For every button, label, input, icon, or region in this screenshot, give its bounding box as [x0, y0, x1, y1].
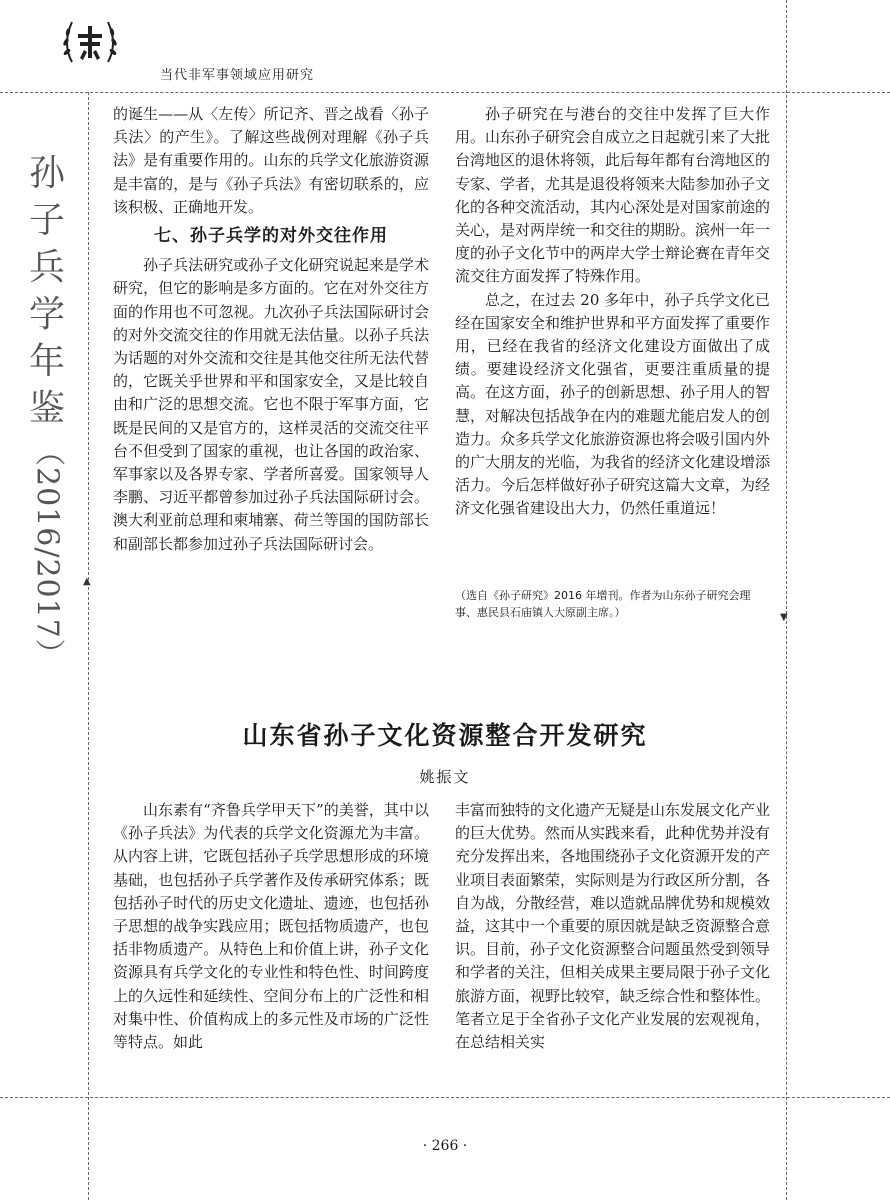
side-title-char: 学	[28, 294, 65, 335]
side-title-char: 兵	[28, 247, 65, 288]
source-note: （选自《孙子研究》2016 年增刊。作者为山东孙子研究会理事、惠民县石庙镇人大原副主席。）	[455, 589, 751, 619]
side-title-char: 鉴	[28, 388, 65, 429]
section-heading: 七、孙子兵学的对外交往作用	[154, 226, 388, 247]
laurel-emblem-icon	[58, 12, 122, 72]
side-title-char: 孙	[28, 153, 65, 194]
left-margin-rule	[88, 92, 89, 1200]
article-left-column	[113, 799, 429, 1054]
paragraph: 总之，在过去 20 多年中，孙子兵学文化已经在国家安全和维护世界和平方面发挥了重要作用，已经在我省的经济文化建设方面做出了成绩。要建设经济文化强省，更要注重质量的提高。在这方面，孙子的创新思想、孙子用人的智慧，对解决包括战争在内的难题尤能启发人的创造力。众多兵学文化旅游资源也将会吸引国内外的广大朋友的光临，为我省的经济文化建设增添活力。今后怎样做好孙子研究这篇大文章，为经济文化强省建设出大力，仍然任重道远！	[455, 290, 771, 518]
arrow-down-icon: ▼	[780, 612, 788, 623]
paragraph: 孙子研究在与港台的交往中发挥了巨大作用。山东孙子研究会自成立之日起就引来了大批台湾地区的退休将领，此后每年都有台湾地区的专家、学者，尤其是退役将领来大陆参加孙子文化的各种交流活动，其内心深处是对国家前途的关心，是对两岸统一和交往的期盼。滨州一年一度的孙子文化节中的两岸大学士辩论赛在青年交流交往方面发挥了特殊作用。	[455, 105, 771, 286]
side-title-char: 子	[28, 200, 65, 241]
paragraph: 的诞生——从〈左传〉所记齐、晋之战看〈孙子兵法〉的产生》。了解这些战例对理解《孙子兵法》是有重要作用的。山东的兵学文化旅游资源是丰富的，是与《孙子兵法》有密切联系的，应该积极、正确地开发。	[113, 105, 429, 216]
arrow-up-icon: ▲	[83, 576, 91, 587]
footer-rule	[0, 1097, 890, 1098]
right-margin-rule	[786, 0, 787, 1200]
side-title	[22, 150, 72, 670]
top-right-column	[455, 103, 770, 521]
article-right-column	[455, 799, 770, 1054]
article-author: 姚振文	[419, 768, 471, 786]
paragraph: 丰富而独特的文化遗产无疑是山东发展文化产业的巨大优势。然而从实践来看，此种优势并没有充分发挥出来，各地围绕孙子文化资源开发的产业项目表面繁荣，实际则是为行政区所分割，各自为战，分散经营，难以造就品牌优势和规模效益，这其中一个重要的原因就是缺乏资源整合意识。目前，孙子文化资源整合问题虽然受到领导和学者的关注，但相关成果主要局限于孙子文化旅游方面，视野比较窄，缺乏综合性和整体性。笔者立足于全省孙子文化产业发展的宏观视角，在总结相关实	[455, 801, 771, 1052]
top-left-column	[113, 103, 429, 556]
header-rule	[0, 92, 890, 93]
paragraph: 孙子兵法研究或孙子文化研究说起来是学术研究，但它的影响是多方面的。它在对外交往方面的作用也不可忽视。九次孙子兵法国际研讨会的对外交流交往的作用就无法估量。以孙子兵法为话题的对外交流和交往是其他交往所无法代替的，它既关乎世界和平和国家安全，又是比较自由和广泛的思想交流。它也不限于军事方面，它既是民间的又是官方的，这样灵活的交流交往平台不但受到了国家的重视，也让各国的政治家、军事家以及各界专家、学者所喜爱。国家领导人李鹏、习近平都曾参加过孙子兵法国际研讨会。澳大利亚前总理和柬埔寨、荷兰等国的国防部长和副部长都参加过孙子兵法国际研讨会。	[113, 256, 429, 553]
side-title-char: 年	[28, 341, 65, 382]
paragraph: 山东素有“齐鲁兵学甲天下”的美誉，其中以《孙子兵法》为代表的兵学文化资源尤为丰富。从内容上讲，它既包括孙子兵学思想形成的环境基础，也包括孙子兵学著作及传承研究体系；既包括孙子时代的历史文化遗址、遗迹，也包括孙子思想的战争实践应用；既包括物质遗产，也包括非物质遗产。从特色上和价值上讲，孙子文化资源具有兵学文化的专业性和特色性、时间跨度上的久远性和延续性、空间分布上的广泛性和相对集中性、价值构成上的多元性及市场的广泛性等特点。如此	[113, 801, 429, 1052]
side-title-year: （2016/2017）	[29, 436, 65, 670]
page-number: · 266 ·	[422, 1138, 468, 1154]
article-title: 山东省孙子文化资源整合开发研究	[242, 721, 648, 750]
running-header: 当代非军事领域应用研究	[160, 68, 315, 83]
